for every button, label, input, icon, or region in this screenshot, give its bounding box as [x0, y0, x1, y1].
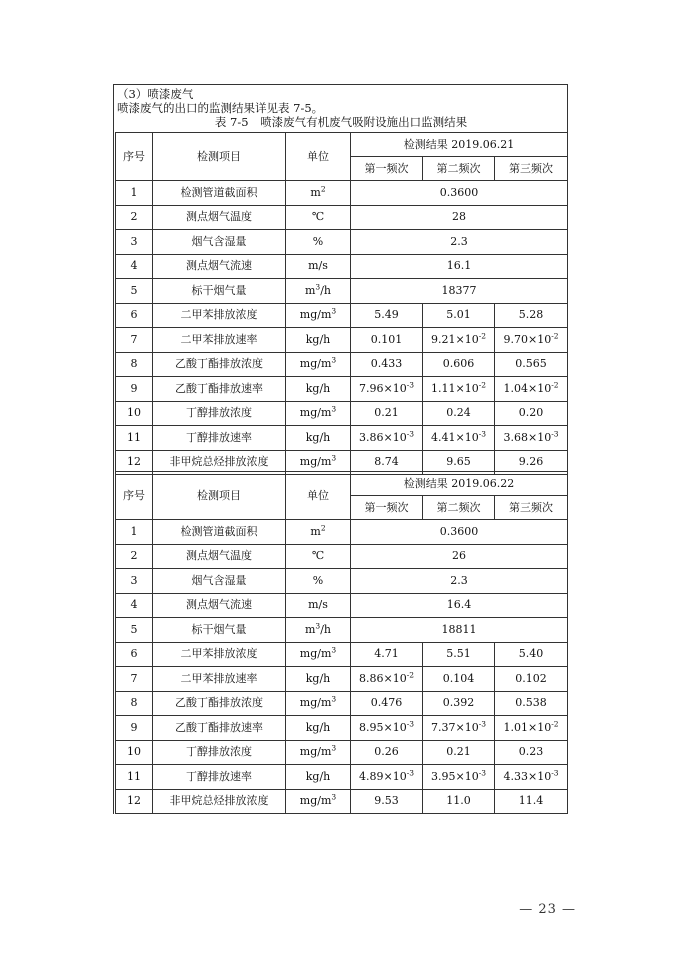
row-unit: [286, 520, 351, 545]
freq-value-2: [423, 691, 495, 716]
freq-value-3: [495, 303, 568, 328]
freq-value-1: [351, 401, 423, 426]
unit-base: kg/h: [305, 720, 331, 734]
freq-value-2: [423, 328, 495, 353]
value-mantissa: 7.37×10: [430, 720, 479, 734]
row-no: 9: [116, 716, 153, 741]
value-mantissa: 0.24: [446, 406, 471, 420]
merged-value: 2.3: [351, 230, 568, 255]
unit-base: mg/m: [299, 308, 332, 322]
merged-value: 18811: [351, 618, 568, 643]
value-mantissa: 5.51: [446, 647, 471, 661]
block-title: 检测结果 2019.06.21: [351, 133, 568, 157]
unit-base: %: [312, 234, 324, 248]
table-row: [116, 691, 568, 716]
merged-value: 2.3: [351, 569, 568, 594]
value-mantissa: 4.89×10: [358, 769, 407, 783]
unit-base: mg/m: [299, 406, 332, 420]
row-unit: [286, 279, 351, 304]
value-mantissa: 0.102: [515, 671, 547, 685]
value-exponent: -3: [478, 768, 487, 778]
freq-value-3: [495, 642, 568, 667]
value-exponent: -3: [406, 719, 415, 729]
row-unit: [286, 667, 351, 692]
unit-exponent: 3: [331, 743, 337, 753]
row-item: 标干烟气量: [153, 618, 286, 643]
freq-value-2: [423, 642, 495, 667]
row-no: 5: [116, 279, 153, 304]
row-item: 乙酸丁酯排放速率: [153, 377, 286, 402]
value-mantissa: 9.21×10: [430, 332, 479, 346]
unit-base: m/s: [308, 598, 328, 612]
freq-value-1: [351, 691, 423, 716]
freq-value-2: [423, 377, 495, 402]
row-unit: [286, 765, 351, 790]
unit-base: kg/h: [305, 430, 331, 444]
row-no: 11: [116, 765, 153, 790]
value-exponent: -2: [551, 331, 559, 341]
unit-base: ℃: [311, 210, 325, 224]
row-no: 6: [116, 303, 153, 328]
value-mantissa: 0.392: [442, 696, 475, 710]
row-item: 检测管道截面积: [153, 520, 286, 545]
row-no: 6: [116, 642, 153, 667]
value-mantissa: 0.21: [374, 406, 399, 420]
unit-exponent: 3: [331, 453, 337, 463]
table-row: [116, 303, 568, 328]
freq-value-3: [495, 765, 568, 790]
row-no: 1: [116, 520, 153, 545]
value-mantissa: 7.96×10: [358, 381, 407, 395]
page-number: — 23 —: [519, 902, 576, 917]
value-mantissa: 0.433: [370, 357, 403, 371]
row-item: 测点烟气流速: [153, 593, 286, 618]
unit-base: ℃: [311, 549, 325, 563]
value-exponent: -2: [406, 670, 415, 680]
value-mantissa: 8.86×10: [358, 671, 407, 685]
freq-value-3: [495, 328, 568, 353]
value-mantissa: 11.4: [518, 794, 544, 808]
value-exponent: -3: [551, 429, 559, 439]
header-row: [116, 133, 568, 157]
row-unit: [286, 691, 351, 716]
unit-base: kg/h: [305, 769, 331, 783]
table-row: [116, 593, 568, 618]
freq-value-3: [495, 789, 568, 814]
row-no: 4: [116, 593, 153, 618]
table-row: [116, 426, 568, 451]
row-unit: [286, 328, 351, 353]
freq-value-3: [495, 740, 568, 765]
block-title: 检测结果 2019.06.22: [351, 472, 568, 496]
freq-value-1: [351, 765, 423, 790]
value-exponent: -2: [551, 719, 559, 729]
freq-value-2: [423, 716, 495, 741]
merged-value: 16.4: [351, 593, 568, 618]
freq-value-2: [423, 401, 495, 426]
table-row: [116, 789, 568, 814]
row-unit: [286, 205, 351, 230]
freq-value-2: [423, 667, 495, 692]
header-item: 检测项目: [153, 472, 286, 520]
row-no: 2: [116, 544, 153, 569]
value-mantissa: 5.01: [446, 308, 471, 322]
header-no: 序号: [116, 472, 153, 520]
row-unit: [286, 254, 351, 279]
table-row: [116, 569, 568, 594]
value-mantissa: 0.538: [515, 696, 547, 710]
freq-value-1: [351, 352, 423, 377]
value-mantissa: 9.26: [518, 455, 544, 469]
table-row: [116, 352, 568, 377]
row-item: 乙酸丁酯排放浓度: [153, 691, 286, 716]
table-row: [116, 740, 568, 765]
table-row: [116, 642, 568, 667]
table-row: [116, 401, 568, 426]
value-mantissa: 0.565: [515, 357, 547, 371]
row-item: 测点烟气温度: [153, 544, 286, 569]
value-exponent: -3: [406, 768, 415, 778]
unit-base: mg/m: [299, 647, 332, 661]
value-mantissa: 3.86×10: [358, 430, 407, 444]
freq-value-1: [351, 642, 423, 667]
header-freq-3: 第三频次: [495, 496, 568, 520]
value-mantissa: 0.104: [442, 671, 475, 685]
unit-exponent: 3: [331, 306, 337, 316]
merged-value: 0.3600: [351, 181, 568, 206]
value-mantissa: 4.71: [374, 647, 399, 661]
unit-base: kg/h: [305, 332, 331, 346]
row-unit: [286, 426, 351, 451]
row-no: 12: [116, 450, 153, 475]
row-item: 非甲烷总烃排放浓度: [153, 789, 286, 814]
row-item: 二甲苯排放速率: [153, 667, 286, 692]
row-unit: [286, 377, 351, 402]
row-unit: [286, 303, 351, 328]
row-item: 丁醇排放速率: [153, 765, 286, 790]
freq-value-2: [423, 303, 495, 328]
row-unit: [286, 230, 351, 255]
freq-value-3: [495, 691, 568, 716]
freq-value-2: [423, 352, 495, 377]
row-unit: [286, 740, 351, 765]
unit-base: m: [304, 283, 316, 297]
value-exponent: -2: [478, 380, 487, 390]
value-mantissa: 4.41×10: [430, 430, 479, 444]
unit-exponent: 2: [320, 523, 326, 533]
table-row: [116, 544, 568, 569]
row-no: 3: [116, 230, 153, 255]
value-mantissa: 0.26: [374, 745, 399, 759]
table-row: [116, 181, 568, 206]
row-no: 7: [116, 667, 153, 692]
header-unit: 单位: [286, 472, 351, 520]
table-row: [116, 205, 568, 230]
row-unit: [286, 618, 351, 643]
unit-base: kg/h: [305, 671, 331, 685]
table-row: [116, 377, 568, 402]
value-mantissa: 0.101: [370, 332, 403, 346]
row-no: 2: [116, 205, 153, 230]
header-row: [116, 472, 568, 496]
unit-exponent: 3: [315, 282, 321, 292]
merged-value: 26: [351, 544, 568, 569]
value-mantissa: 0.476: [370, 696, 403, 710]
results-table-0621: [115, 132, 568, 475]
unit-base: mg/m: [299, 357, 332, 371]
row-unit: [286, 642, 351, 667]
row-item: 乙酸丁酯排放浓度: [153, 352, 286, 377]
row-item: 检测管道截面积: [153, 181, 286, 206]
value-exponent: -2: [551, 380, 559, 390]
row-unit: [286, 352, 351, 377]
value-exponent: -2: [478, 331, 487, 341]
header-no: 序号: [116, 133, 153, 181]
row-no: 8: [116, 691, 153, 716]
row-item: 丁醇排放浓度: [153, 740, 286, 765]
header-freq-2: 第二频次: [423, 496, 495, 520]
freq-value-2: [423, 789, 495, 814]
unit-exponent: 3: [331, 792, 337, 802]
freq-value-1: [351, 377, 423, 402]
merged-value: 0.3600: [351, 520, 568, 545]
freq-value-1: [351, 789, 423, 814]
row-unit: [286, 401, 351, 426]
row-unit: [286, 544, 351, 569]
results-table-0622: [115, 471, 568, 814]
row-item: 乙酸丁酯排放速率: [153, 716, 286, 741]
unit-exponent: 3: [315, 621, 321, 631]
table-row: [116, 618, 568, 643]
freq-value-1: [351, 740, 423, 765]
value-mantissa: 0.21: [446, 745, 471, 759]
freq-value-3: [495, 377, 568, 402]
table-row: [116, 765, 568, 790]
row-unit: [286, 181, 351, 206]
merged-value: 18377: [351, 279, 568, 304]
value-exponent: -3: [478, 719, 487, 729]
merged-value: 28: [351, 205, 568, 230]
value-mantissa: 8.95×10: [358, 720, 407, 734]
table-row: [116, 716, 568, 741]
header-item: 检测项目: [153, 133, 286, 181]
table-row: [116, 328, 568, 353]
freq-value-3: [495, 352, 568, 377]
table-row: [116, 254, 568, 279]
table-row: [116, 230, 568, 255]
unit-base: mg/m: [299, 794, 332, 808]
value-mantissa: 5.40: [518, 647, 544, 661]
freq-value-2: [423, 740, 495, 765]
unit-base: mg/m: [299, 455, 332, 469]
unit-exponent: 3: [331, 694, 337, 704]
row-item: 烟气含湿量: [153, 230, 286, 255]
unit-base: m: [310, 185, 321, 199]
row-item: 测点烟气流速: [153, 254, 286, 279]
value-mantissa: 11.0: [446, 794, 471, 808]
value-mantissa: 9.65: [446, 455, 471, 469]
section-heading: （3）喷漆废气: [117, 87, 194, 101]
row-unit: [286, 569, 351, 594]
row-no: 7: [116, 328, 153, 353]
unit-tail: /h: [320, 283, 331, 297]
value-mantissa: 5.49: [374, 308, 399, 322]
table-row: [116, 667, 568, 692]
table-row: [116, 520, 568, 545]
freq-value-3: [495, 426, 568, 451]
row-item: 二甲苯排放浓度: [153, 642, 286, 667]
value-mantissa: 3.95×10: [430, 769, 479, 783]
unit-tail: /h: [320, 622, 331, 636]
value-mantissa: 8.74: [374, 455, 399, 469]
freq-value-3: [495, 667, 568, 692]
unit-base: m: [304, 622, 316, 636]
unit-exponent: 3: [331, 645, 337, 655]
merged-value: 16.1: [351, 254, 568, 279]
row-item: 二甲苯排放浓度: [153, 303, 286, 328]
row-item: 二甲苯排放速率: [153, 328, 286, 353]
header-freq-1: 第一频次: [351, 157, 423, 181]
value-exponent: -3: [406, 429, 415, 439]
value-mantissa: 9.70×10: [503, 332, 552, 346]
value-mantissa: 0.606: [442, 357, 475, 371]
row-no: 8: [116, 352, 153, 377]
value-mantissa: 5.28: [518, 308, 544, 322]
unit-base: mg/m: [299, 696, 332, 710]
unit-exponent: 3: [331, 404, 337, 414]
row-item: 测点烟气温度: [153, 205, 286, 230]
value-mantissa: 1.01×10: [503, 720, 552, 734]
header-freq-1: 第一频次: [351, 496, 423, 520]
freq-value-1: [351, 328, 423, 353]
row-item: 丁醇排放浓度: [153, 401, 286, 426]
freq-value-1: [351, 303, 423, 328]
freq-value-2: [423, 426, 495, 451]
row-no: 1: [116, 181, 153, 206]
header-unit: 单位: [286, 133, 351, 181]
freq-value-1: [351, 716, 423, 741]
unit-base: mg/m: [299, 745, 332, 759]
row-item: 丁醇排放速率: [153, 426, 286, 451]
row-no: 10: [116, 740, 153, 765]
unit-base: kg/h: [305, 381, 331, 395]
row-no: 9: [116, 377, 153, 402]
value-exponent: -3: [406, 380, 415, 390]
row-item: 烟气含湿量: [153, 569, 286, 594]
freq-value-3: [495, 716, 568, 741]
unit-base: m: [310, 524, 321, 538]
value-exponent: -3: [551, 768, 559, 778]
value-mantissa: 1.11×10: [430, 381, 479, 395]
freq-value-1: [351, 426, 423, 451]
row-item: 非甲烷总烃排放浓度: [153, 450, 286, 475]
freq-value-1: [351, 667, 423, 692]
row-no: 3: [116, 569, 153, 594]
value-exponent: -3: [478, 429, 487, 439]
header-freq-3: 第三频次: [495, 157, 568, 181]
row-no: 12: [116, 789, 153, 814]
value-mantissa: 3.68×10: [503, 430, 552, 444]
value-mantissa: 9.53: [374, 794, 399, 808]
row-no: 5: [116, 618, 153, 643]
row-no: 4: [116, 254, 153, 279]
unit-base: m/s: [308, 259, 328, 273]
unit-exponent: 3: [331, 355, 337, 365]
value-mantissa: 0.20: [518, 406, 544, 420]
header-freq-2: 第二频次: [423, 157, 495, 181]
row-unit: [286, 593, 351, 618]
row-item: 标干烟气量: [153, 279, 286, 304]
freq-value-3: [495, 401, 568, 426]
freq-value-2: [423, 765, 495, 790]
value-mantissa: 1.04×10: [503, 381, 552, 395]
intro-sentence: 喷漆废气的出口的监测结果详见表 7-5。: [117, 101, 324, 115]
value-mantissa: 0.23: [518, 745, 544, 759]
row-unit: [286, 716, 351, 741]
table-row: [116, 279, 568, 304]
row-no: 11: [116, 426, 153, 451]
unit-exponent: 2: [320, 184, 326, 194]
value-mantissa: 4.33×10: [503, 769, 552, 783]
table-caption: 表 7-5 喷漆废气有机废气吸附设施出口监测结果: [214, 115, 468, 129]
row-no: 10: [116, 401, 153, 426]
unit-base: %: [312, 573, 324, 587]
row-unit: [286, 789, 351, 814]
